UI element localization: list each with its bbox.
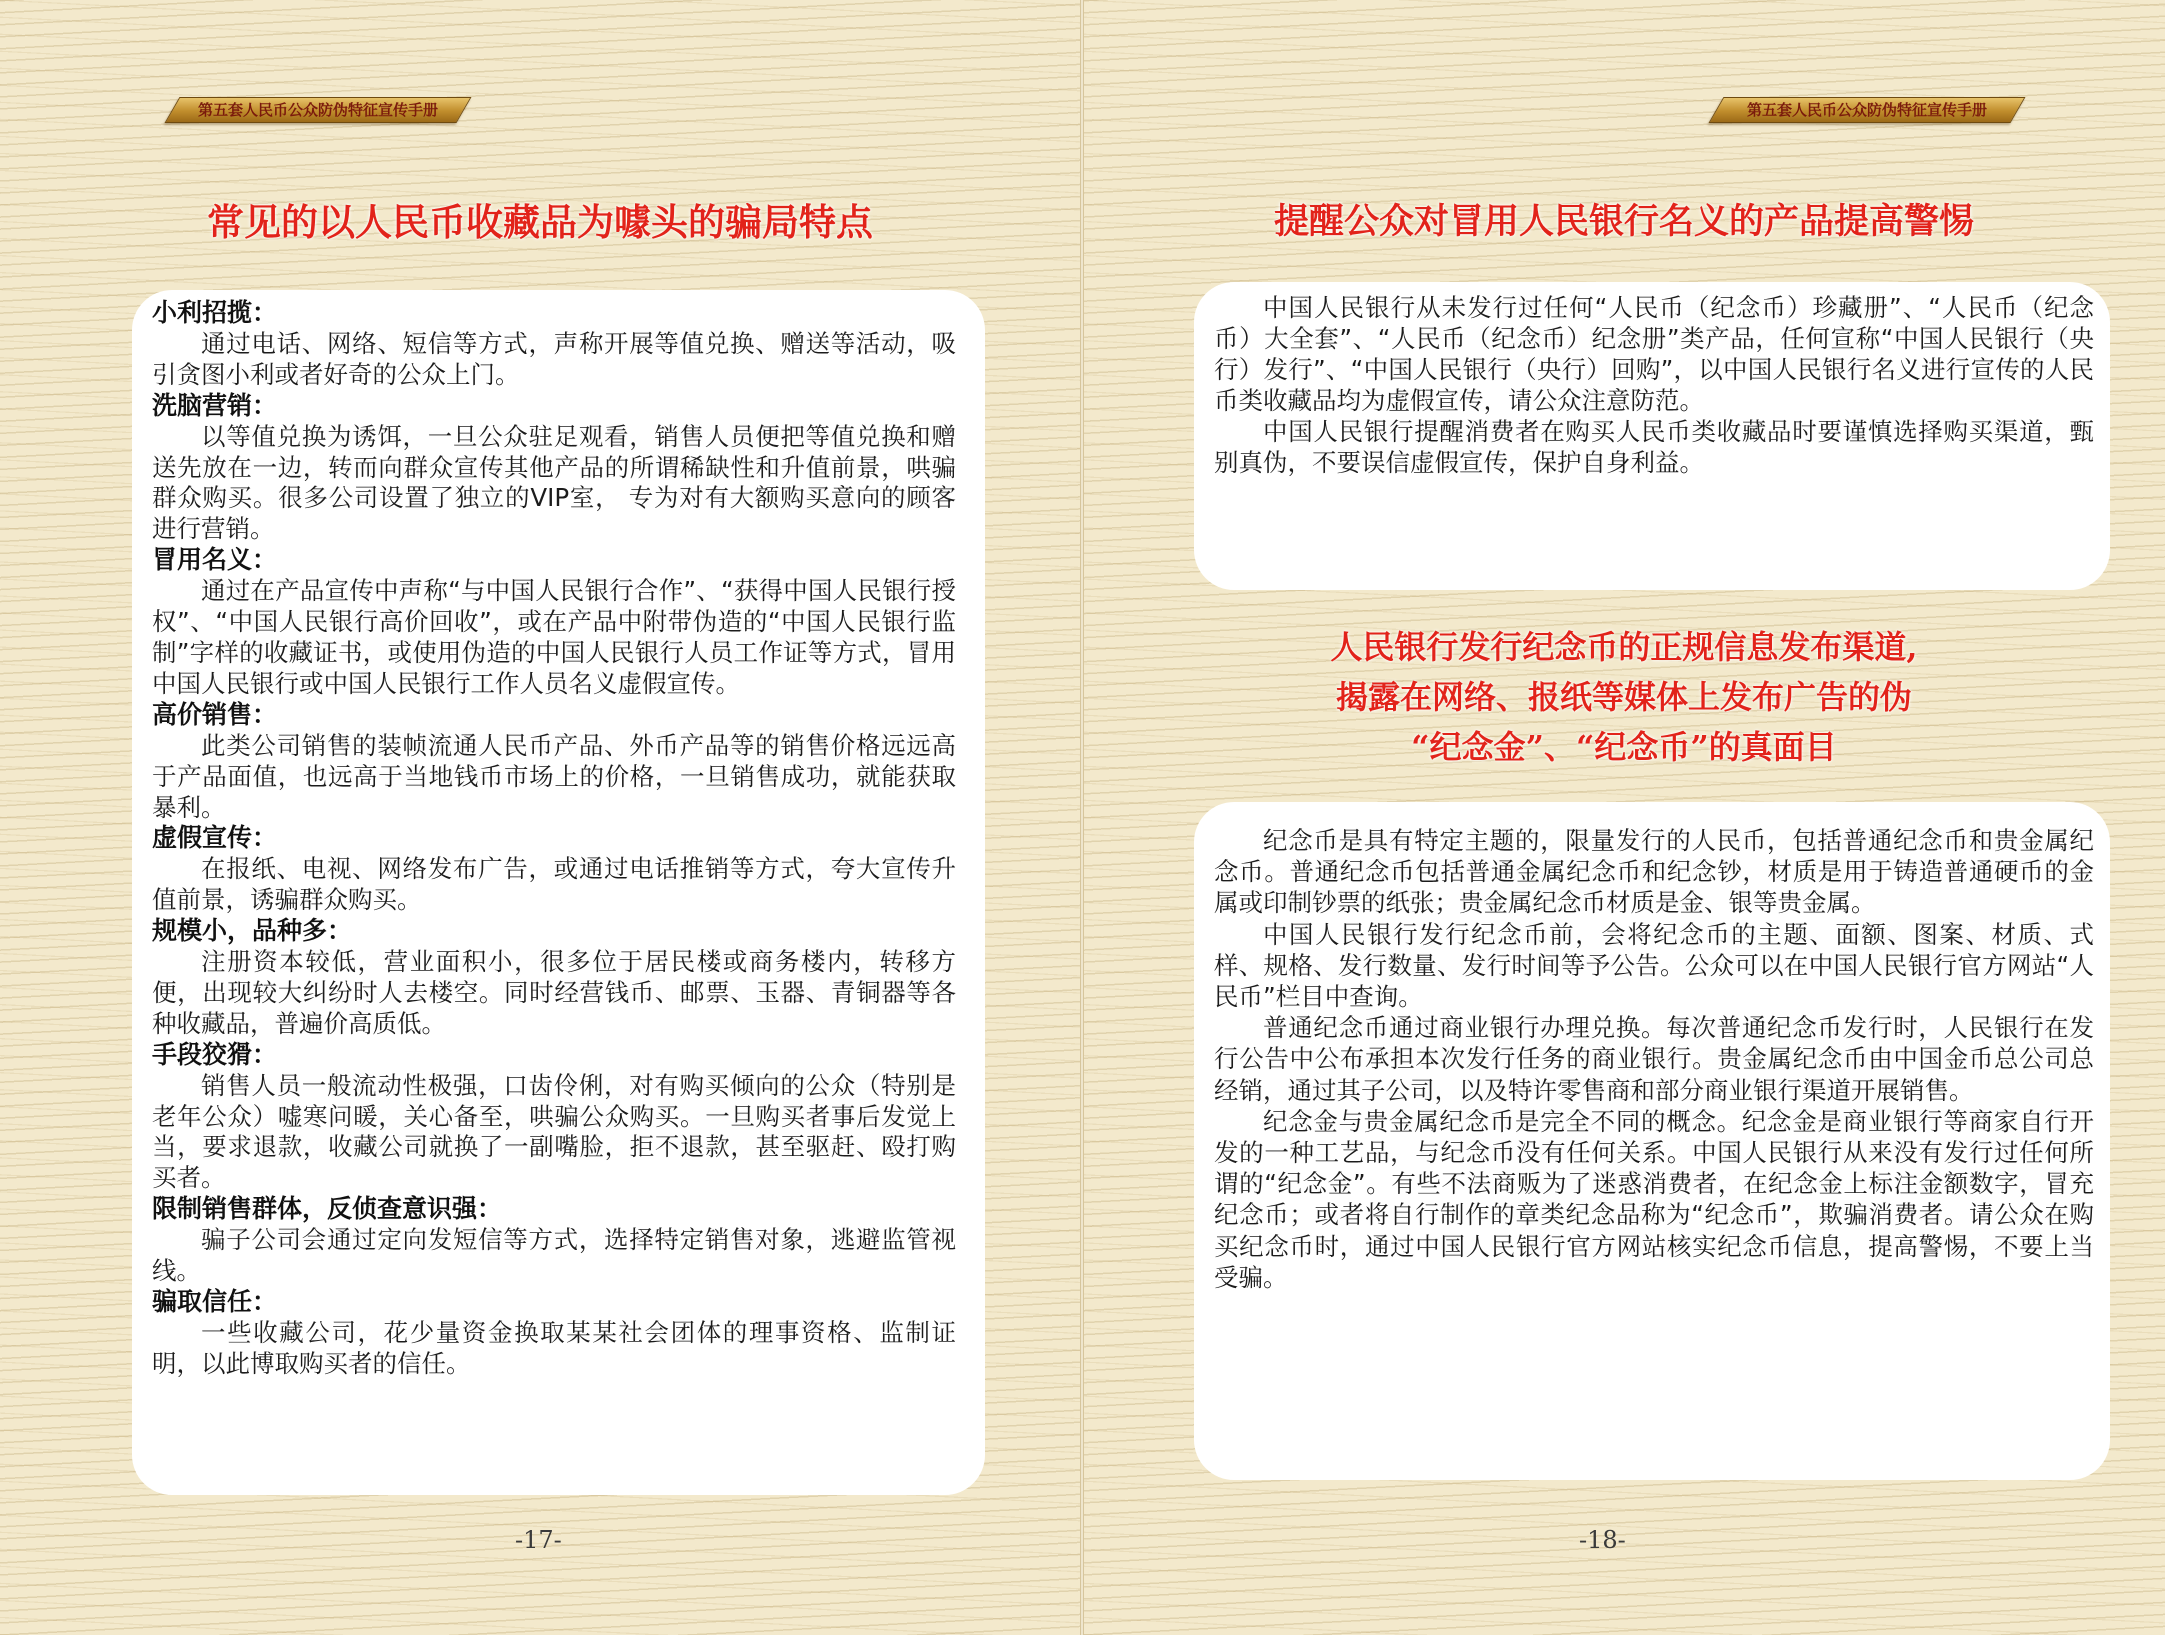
header-band-text: 第五套人民币公众防伪特征宣传手册: [197, 101, 438, 119]
title-line: 人民银行发行纪念币的正规信息发布渠道,: [1330, 628, 1918, 666]
paragraph: 中国人民银行提醒消费者在购买人民币类收藏品时要谨慎选择购买渠道，甄别真伪，不要误信虚假宣传，保护自身利益。: [1214, 417, 2094, 477]
section-body: 在报纸、电视、网络发布广告，或通过电话推销等方式，夸大宣传升值前景，诱骗群众购买。: [152, 854, 956, 915]
paragraph: 中国人民银行发行纪念币前，会将纪念币的主题、面额、图案、材质、式样、规格、发行数量、发行时间等予公告。公众可以在中国人民银行官方网站“人民币”栏目中查询。: [1214, 919, 2094, 1012]
section-body: 通过在产品宣传中声称“与中国人民银行合作”、“获得中国人民银行授权”、“中国人民银行高价回收”，或在产品中附带伪造的“中国人民银行监制”字样的收藏证书，或使用伪造的中国人民银行人员工作证等方式，冒用中国人民银行或中国人民银行工作人员名义虚假宣传。: [152, 576, 956, 698]
section-body: 此类公司销售的装帧流通人民币产品、外币产品等的销售价格远远高于产品面值，也远高于当地钱币市场上的价格，一旦销售成功，就能获取暴利。: [152, 730, 956, 822]
left-page: [0, 0, 1080, 1635]
title-line: “纪念金”、“纪念币”的真面目: [1411, 728, 1837, 766]
header-band-left: [164, 97, 471, 123]
section-body: 注册资本较低，营业面积小，很多位于居民楼或商务楼内，转移方便，出现较大纠纷时人去楼空。同时经营钱币、邮票、玉器、青铜器等各种收藏品，普遍价高质低。: [152, 947, 956, 1038]
section-heading: 骗取信任：: [152, 1287, 278, 1316]
section-heading: 高价销售：: [152, 699, 278, 729]
section-body: 销售人员一般流动性极强，口齿伶俐，对有购买倾向的公众（特别是老年公众）嘘寒问暖，关心备至，哄骗公众购买。一旦购买者事后发觉上当，要求退款，收藏公司就换了一副嘴脸，拒不退款，甚至驱赶、殴打购买者。: [152, 1070, 956, 1193]
section-heading: 手段狡猾：: [152, 1039, 278, 1069]
right-page-title-warning: 提醒公众对冒用人民银行名义的产品提高警惕: [1273, 201, 1974, 242]
commemorative-content-text: [1214, 825, 2094, 1293]
section-heading: 限制销售群体，反侦查意识强：: [152, 1194, 503, 1224]
header-band-text: 第五套人民币公众防伪特征宣传手册: [1746, 101, 1987, 119]
header-band-right: [1708, 97, 2025, 123]
paragraph: 中国人民银行从未发行过任何“人民币（纪念币）珍藏册”、“人民币（纪念币）大全套”、“人民币（纪念币）纪念册”类产品，任何宣称“中国人民银行（央行）发行”、“中国人民银行（央行）回购”，以中国人民银行名义进行宣传的人民币类收藏品均为虚假宣传，请公众注意防范。: [1214, 293, 2094, 415]
page-number-right: -18-: [1579, 1526, 1626, 1554]
paragraph: 纪念金与贵金属纪念币是完全不同的概念。纪念金是商业银行等商家自行开发的一种工艺品，与纪念币没有任何关系。中国人民银行从来没有发行过任何所谓的“纪念金”。有些不法商贩为了迷惑消费者，在纪念金上标注金额数字，冒充纪念币；或者将自行制作的章类纪念品称为“纪念币”，欺骗消费者。请公众在购买纪念币时，通过中国人民银行官方网站核实纪念币信息，提高警惕，不要上当受骗。: [1214, 1106, 2094, 1292]
right-page-title-channels: [1224, 622, 2024, 772]
section-heading: 小利招揽：: [152, 298, 278, 327]
section-body: 通过电话、网络、短信等方式，声称开展等值兑换、赠送等活动，吸引贪图小利或者好奇的公众上门。: [152, 328, 956, 389]
section-heading: 虚假宣传：: [152, 823, 278, 853]
section-body: 骗子公司会通过定向发短信等方式，选择特定销售对象，逃避监管视线。: [152, 1225, 956, 1286]
section-body: 一些收藏公司，花少量资金换取某某社会团体的理事资格、监制证明，以此博取购买者的信任。: [152, 1317, 956, 1378]
title-line: 揭露在网络、报纸等媒体上发布广告的伪: [1335, 678, 1912, 716]
left-page-title: 常见的以人民币收藏品为噱头的骗局特点: [207, 200, 873, 244]
section-heading: 冒用名义：: [152, 545, 278, 575]
warning-content-text: [1214, 292, 2094, 478]
page-number-left: -17-: [515, 1526, 562, 1554]
right-page: [1084, 0, 2165, 1635]
left-content-text: [152, 298, 956, 1380]
section-heading: 洗脑营销：: [152, 390, 278, 420]
section-heading: 规模小，品种多：: [152, 916, 353, 946]
section-body: 以等值兑换为诱饵，一旦公众驻足观看，销售人员便把等值兑换和赠送先放在一边，转而向群众宣传其他产品的所谓稀缺性和升值前景，哄骗群众购买。很多公司设置了独立的VIP室， 专为对有大额购买意向的顾客进行营销。: [152, 421, 956, 544]
paragraph: 纪念币是具有特定主题的，限量发行的人民币，包括普通纪念币和贵金属纪念币。普通纪念币包括普通金属纪念币和纪念钞，材质是用于铸造普通硬币的金属或印制钞票的纸张；贵金属纪念币材质是金、银等贵金属。: [1214, 826, 2094, 918]
paragraph: 普通纪念币通过商业银行办理兑换。每次普通纪念币发行时，人民银行在发行公告中公布承担本次发行任务的商业银行。贵金属纪念币由中国金币总公司总经销，通过其子公司，以及特许零售商和部分商业银行渠道开展销售。: [1214, 1013, 2094, 1105]
